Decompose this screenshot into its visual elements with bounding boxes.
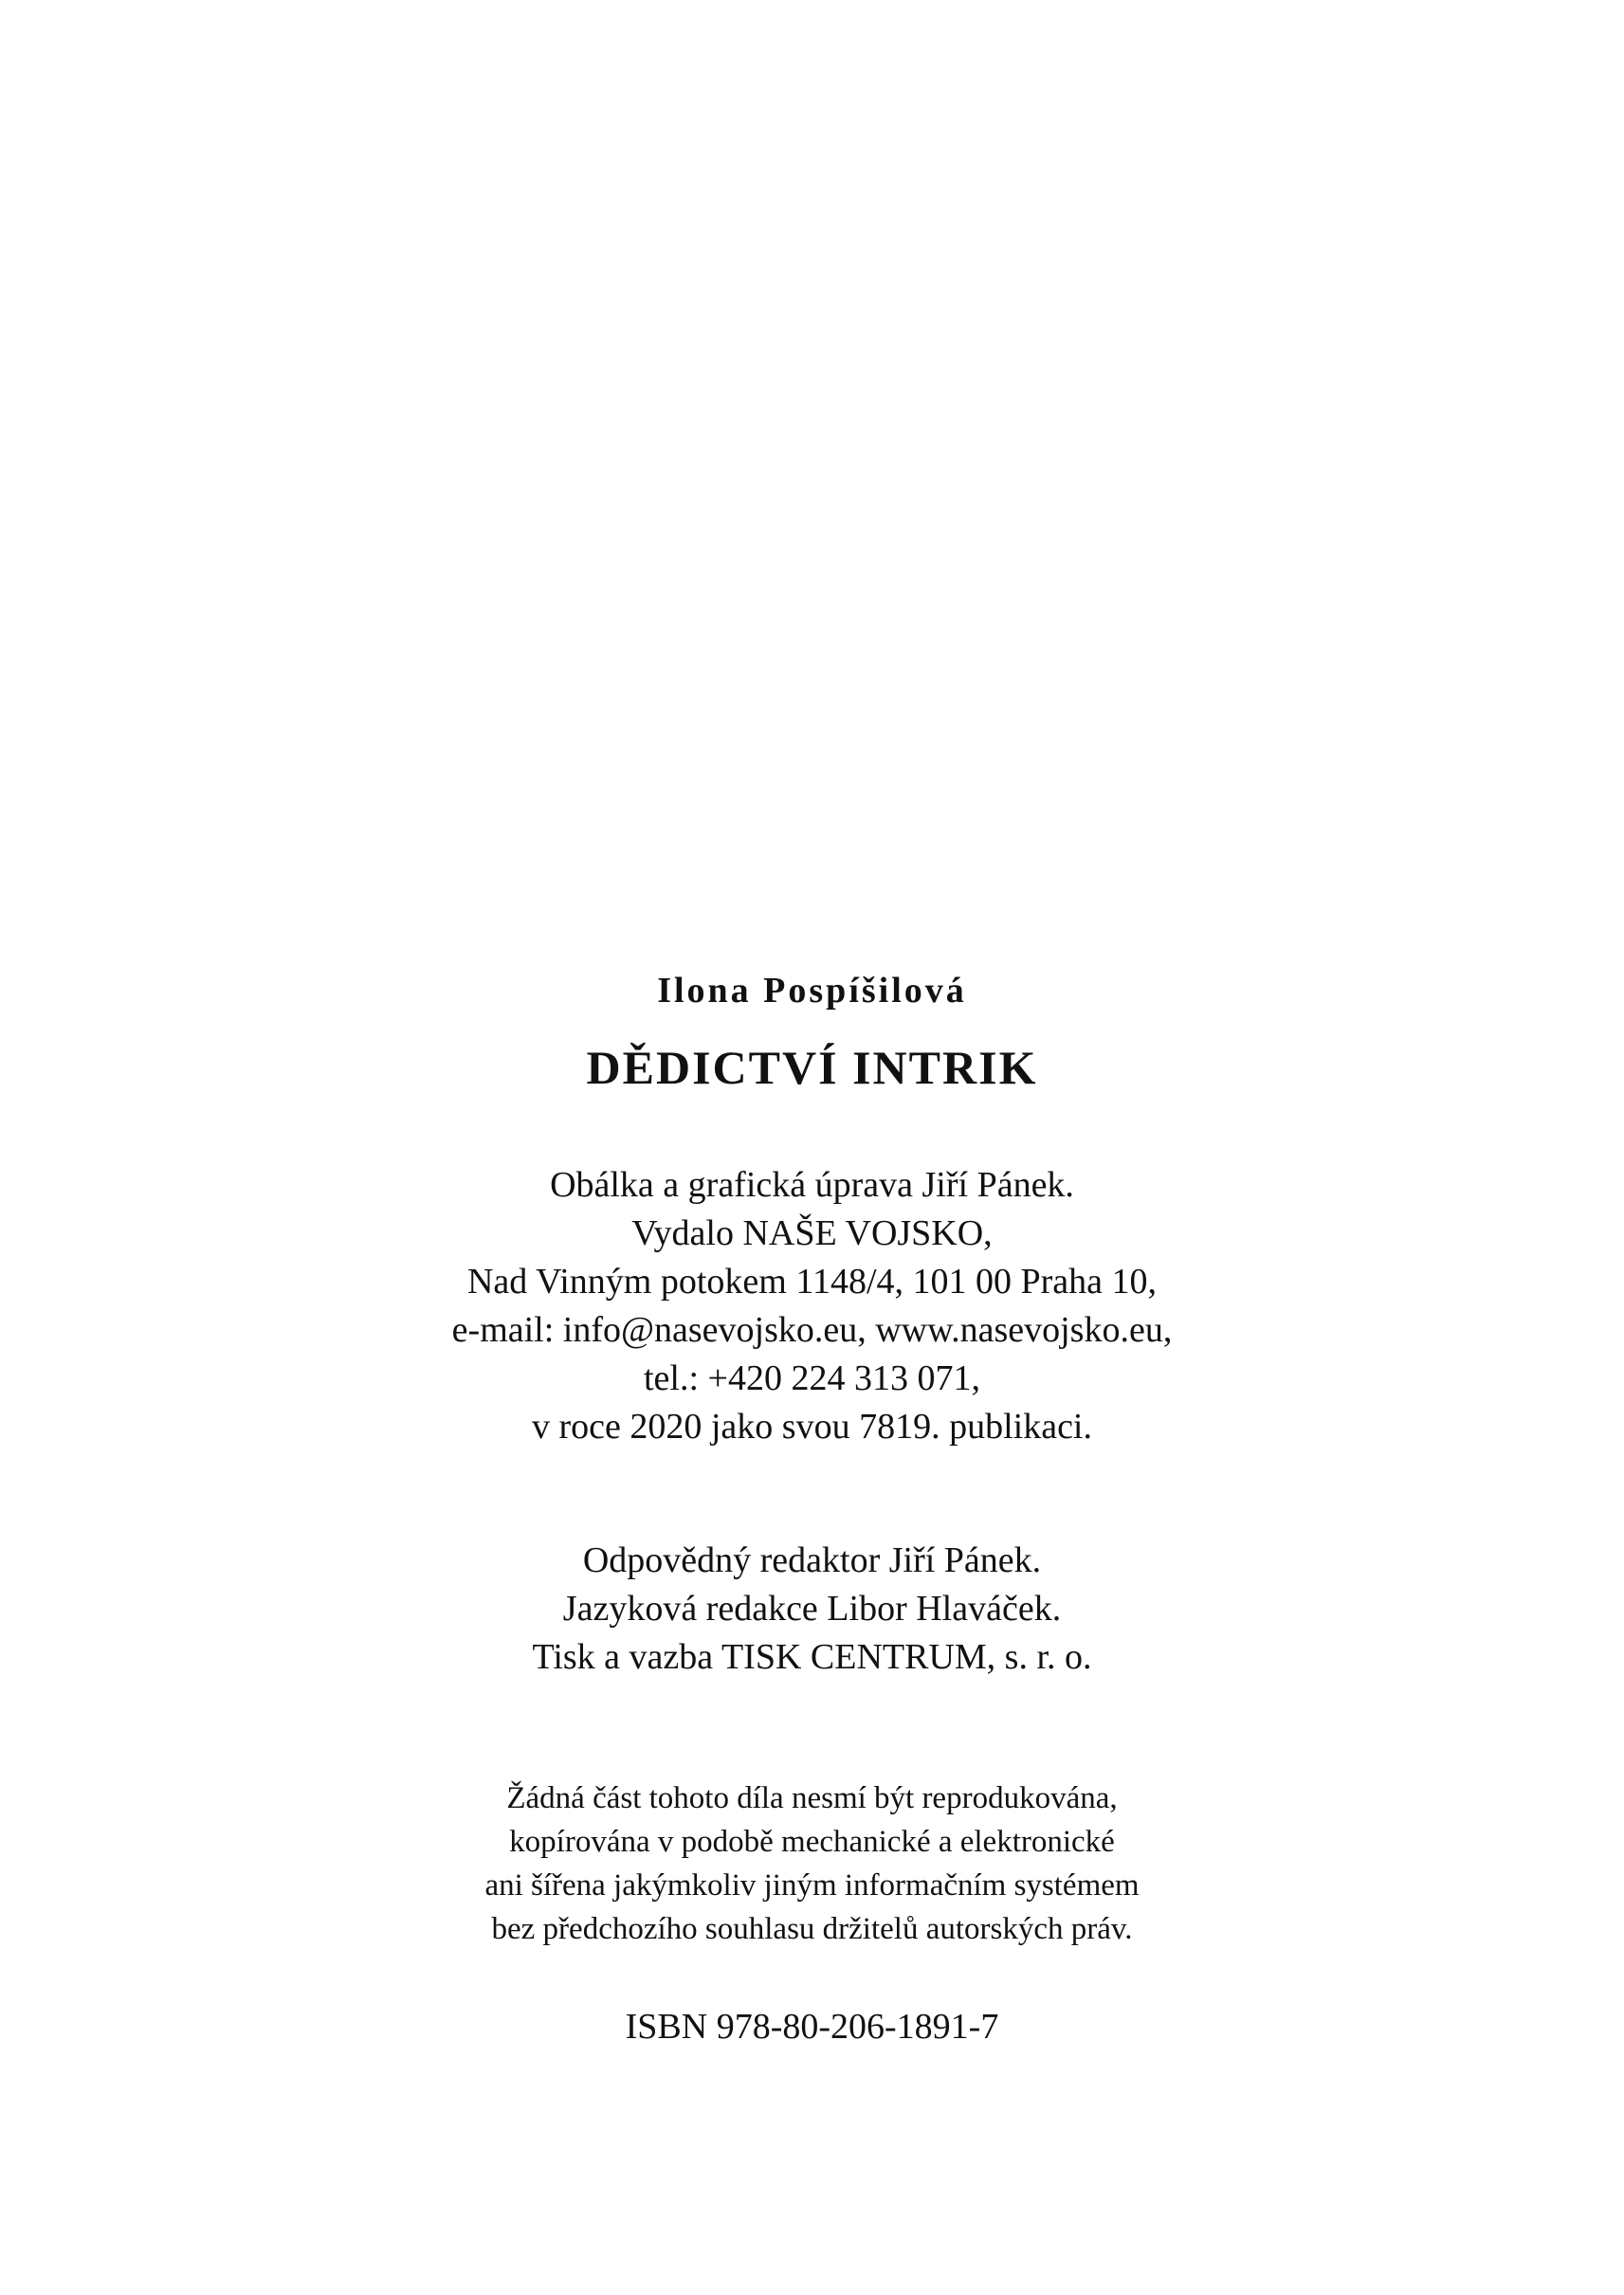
imprint-block: [0, 1161, 1624, 1451]
copyright-line: ani šířena jakýmkoliv jiným informačním systémem: [484, 1868, 1140, 1903]
editors-block: [0, 1537, 1624, 1682]
author-name: Ilona Pospíšilová: [657, 971, 967, 1011]
imprint-line: e-mail: info@nasevojsko.eu, www.nasevojsko.eu,: [451, 1310, 1173, 1350]
imprint-line: tel.: +420 224 313 071,: [644, 1358, 980, 1398]
editor-line: Jazyková redakce Libor Hlaváček.: [562, 1589, 1062, 1629]
imprint-line: v roce 2020 jako svou 7819. publikaci.: [531, 1407, 1092, 1447]
copyright-line: kopírována v podobě mechanické a elektronické: [509, 1825, 1115, 1859]
book-title: DĚDICTVÍ INTRIK: [586, 1041, 1038, 1094]
imprint-line: Obálka a grafická úprava Jiří Pánek.: [550, 1165, 1074, 1205]
copyright-notice: [0, 1776, 1624, 1951]
isbn-number: ISBN 978-80-206-1891-7: [625, 2007, 999, 2047]
copyright-line: bez předchozího souhlasu držitelů autorských práv.: [491, 1912, 1133, 1946]
editor-line: Tisk a vazba TISK CENTRUM, s. r. o.: [532, 1637, 1092, 1677]
imprint-line: Nad Vinným potokem 1148/4, 101 00 Praha 10,: [466, 1262, 1158, 1302]
editor-line: Odpovědný redaktor Jiří Pánek.: [582, 1540, 1042, 1580]
copyright-line: Žádná část tohoto díla nesmí být reprodukována,: [506, 1781, 1118, 1815]
imprint-line: Vydalo NAŠE VOJSKO,: [631, 1213, 993, 1253]
